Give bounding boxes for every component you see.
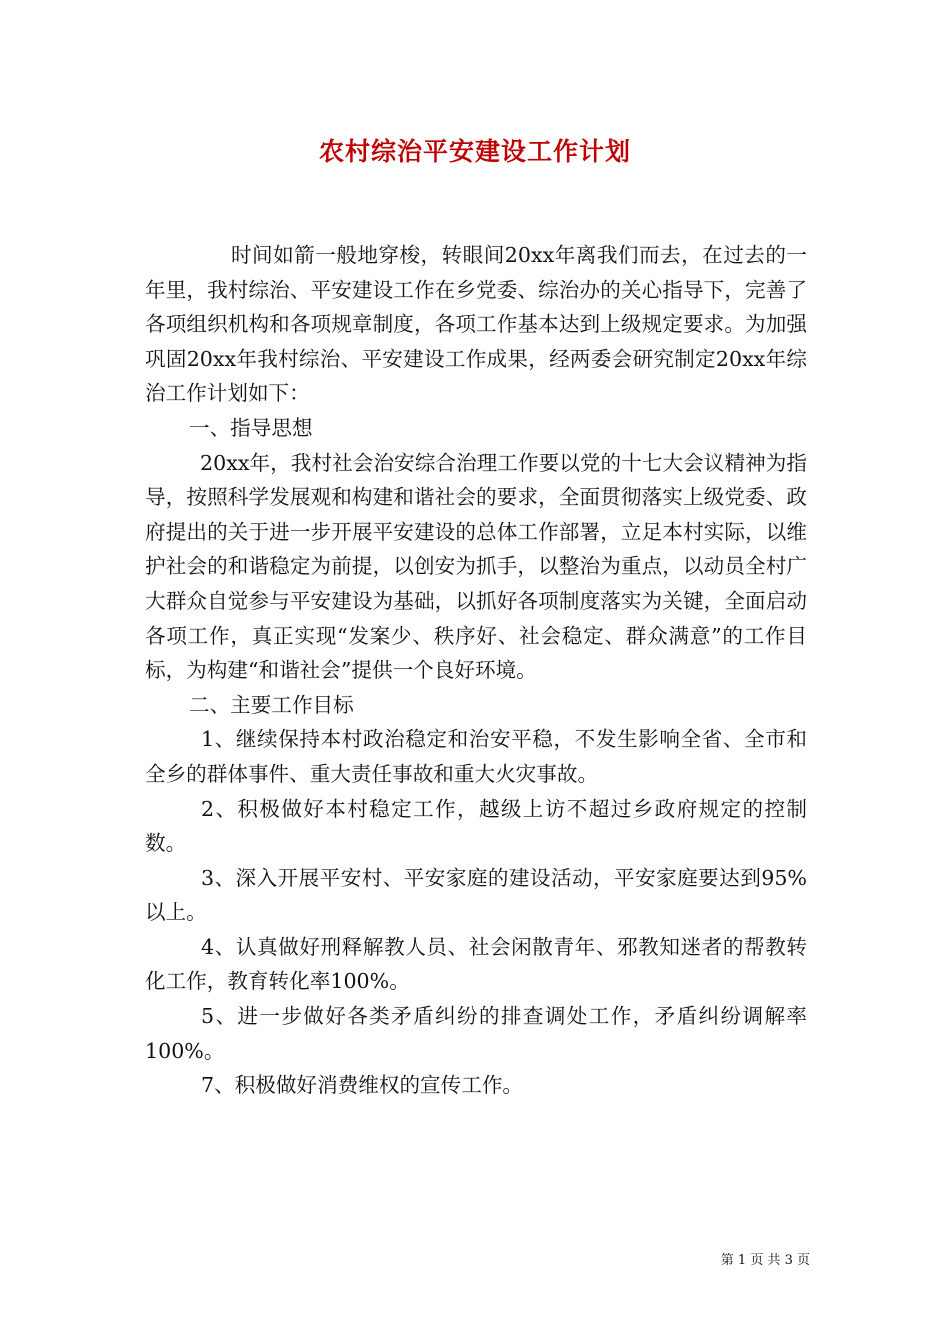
document-body: [145, 238, 807, 1103]
intro-paragraph: 时间如箭一般地穿梭，转眼间20xx年离我们而去，在过去的一年里，我村综治、平安建设工作在乡党委、综治办的关心指导下，完善了各项组织机构和各项规章制度，各项工作基本达到上级规定要求。为加强巩固20xx年我村综治、平安建设工作成果，经两委会研究制定20xx年综治工作计划如下：: [145, 243, 807, 406]
section-heading-guiding-thought: 一、指导思想: [189, 415, 313, 440]
section-heading-main-goals: 二、主要工作目标: [189, 692, 354, 717]
goal-item: 2、积极做好本村稳定工作，越级上访不超过乡政府规定的控制数。: [145, 796, 807, 856]
goal-item: 7、积极做好消费维权的宣传工作。: [201, 1073, 524, 1098]
goal-item: 3、深入开展平安村、平安家庭的建设活动，平安家庭要达到95%以上。: [145, 865, 807, 925]
document-title: 农村综治平安建设工作计划: [318, 137, 631, 166]
guiding-thought-paragraph: 20xx年，我村社会治安综合治理工作要以党的十七大会议精神为指导，按照科学发展观和构建和谐社会的要求，全面贯彻落实上级党委、政府提出的关于进一步开展平安建设的总体工作部署，立足本村实际，以维护社会的和谐稳定为前提，以创安为抓手，以整治为重点，以动员全村广大群众自觉参与平安建设为基础，以抓好各项制度落实为关键，全面启动各项工作，真正实现“发案少、秩序好、社会稳定、群众满意”的工作目标，为构建“和谐社会”提供一个良好环境。: [145, 450, 807, 683]
page-number: 第 1 页 共 3 页: [720, 1253, 810, 1268]
goal-item: 4、认真做好刑释解教人员、社会闲散青年、邪教知迷者的帮教转化工作，教育转化率100%。: [145, 934, 807, 994]
goal-item: 1、继续保持本村政治稳定和治安平稳，不发生影响全省、全市和全乡的群体事件、重大责任事故和重大火灾事故。: [145, 727, 807, 786]
goal-item: 5、进一步做好各类矛盾纠纷的排查调处工作，矛盾纠纷调解率100%。: [145, 1004, 807, 1063]
